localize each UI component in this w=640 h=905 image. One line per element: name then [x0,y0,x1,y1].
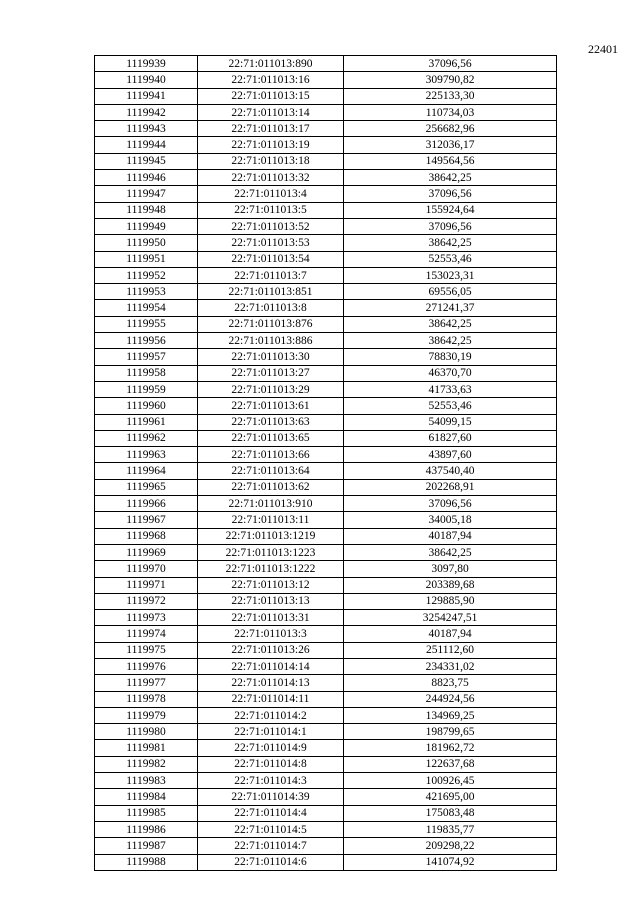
cadastral-value-cell: 37096,56 [344,186,557,202]
cadastral-value-cell: 209298,22 [344,838,557,854]
row-number-cell: 1119973 [95,610,198,626]
cadastral-value-cell: 256682,96 [344,121,557,137]
table-row [95,398,557,414]
cadastral-number-cell: 22:71:011013:64 [198,463,344,479]
cadastral-number-cell: 22:71:011013:54 [198,251,344,267]
cadastral-value-cell: 34005,18 [344,512,557,528]
row-number-cell: 1119956 [95,333,198,349]
cadastral-value-cell: 234331,02 [344,658,557,674]
cadastral-number-cell: 22:71:011013:1222 [198,561,344,577]
row-number-cell: 1119945 [95,153,198,169]
table-row [95,821,557,837]
cadastral-number-cell: 22:71:011014:13 [198,675,344,691]
row-number-cell: 1119940 [95,72,198,88]
row-number-cell: 1119952 [95,267,198,283]
cadastral-value-cell: 40187,94 [344,626,557,642]
cadastral-value-cell: 3254247,51 [344,610,557,626]
cadastral-number-cell: 22:71:011013:53 [198,235,344,251]
row-number-cell: 1119949 [95,218,198,234]
table-row [95,626,557,642]
row-number-cell: 1119970 [95,561,198,577]
cadastral-value-cell: 78830,19 [344,349,557,365]
cadastral-number-cell: 22:71:011013:31 [198,610,344,626]
cadastral-number-cell: 22:71:011013:876 [198,316,344,332]
row-number-cell: 1119954 [95,300,198,316]
table-row [95,773,557,789]
table-row [95,593,557,609]
cadastral-number-cell: 22:71:011013:19 [198,137,344,153]
row-number-cell: 1119953 [95,284,198,300]
cadastral-number-cell: 22:71:011013:52 [198,218,344,234]
row-number-cell: 1119966 [95,496,198,512]
cadastral-number-cell: 22:71:011013:16 [198,72,344,88]
cadastral-number-cell: 22:71:011014:6 [198,854,344,870]
table-row [95,235,557,251]
cadastral-number-cell: 22:71:011014:2 [198,707,344,723]
table-row [95,186,557,202]
table-row [95,561,557,577]
table-row [95,284,557,300]
cadastral-value-cell: 153023,31 [344,267,557,283]
cadastral-number-cell: 22:71:011013:61 [198,398,344,414]
row-number-cell: 1119963 [95,447,198,463]
table-row [95,414,557,430]
cadastral-value-cell: 134969,25 [344,707,557,723]
cadastral-number-cell: 22:71:011013:14 [198,104,344,120]
table-row [95,479,557,495]
cadastral-number-cell: 22:71:011013:13 [198,593,344,609]
table-body [95,56,557,871]
table-row [95,658,557,674]
table-row [95,381,557,397]
cadastral-number-cell: 22:71:011014:5 [198,821,344,837]
table-row [95,691,557,707]
row-number-cell: 1119967 [95,512,198,528]
table-row [95,707,557,723]
cadastral-number-cell: 22:71:011013:18 [198,153,344,169]
row-number-cell: 1119964 [95,463,198,479]
cadastral-value-cell: 69556,05 [344,284,557,300]
cadastral-value-cell: 141074,92 [344,854,557,870]
row-number-cell: 1119980 [95,724,198,740]
row-number-cell: 1119946 [95,170,198,186]
cadastral-number-cell: 22:71:011013:30 [198,349,344,365]
table-row [95,854,557,870]
cadastral-number-cell: 22:71:011013:65 [198,430,344,446]
row-number-cell: 1119943 [95,121,198,137]
table-row [95,137,557,153]
row-number-cell: 1119944 [95,137,198,153]
table-row [95,463,557,479]
cadastral-value-cell: 46370,70 [344,365,557,381]
row-number-cell: 1119941 [95,88,198,104]
table-row [95,316,557,332]
page-number: 22401 [588,42,618,56]
table-row [95,202,557,218]
cadastral-value-cell: 149564,56 [344,153,557,169]
cadastral-number-cell: 22:71:011014:1 [198,724,344,740]
cadastral-value-cell: 175083,48 [344,805,557,821]
cadastral-number-cell: 22:71:011013:32 [198,170,344,186]
cadastral-value-cell: 38642,25 [344,235,557,251]
row-number-cell: 1119975 [95,642,198,658]
row-number-cell: 1119955 [95,316,198,332]
table-row [95,724,557,740]
row-number-cell: 1119972 [95,593,198,609]
cadastral-number-cell: 22:71:011014:8 [198,756,344,772]
table-row [95,447,557,463]
table-row [95,642,557,658]
cadastral-number-cell: 22:71:011013:1219 [198,528,344,544]
cadastral-value-cell: 202268,91 [344,479,557,495]
table-row [95,88,557,104]
row-number-cell: 1119986 [95,821,198,837]
cadastral-number-cell: 22:71:011013:5 [198,202,344,218]
cadastral-value-cell: 271241,37 [344,300,557,316]
cadastral-value-cell: 198799,65 [344,724,557,740]
cadastral-value-cell: 52553,46 [344,251,557,267]
table-row [95,805,557,821]
cadastral-value-cell: 155924,64 [344,202,557,218]
cadastral-value-cell: 43897,60 [344,447,557,463]
cadastral-number-cell: 22:71:011013:7 [198,267,344,283]
cadastral-value-cell: 437540,40 [344,463,557,479]
cadastral-value-cell: 251112,60 [344,642,557,658]
row-number-cell: 1119950 [95,235,198,251]
table-row [95,756,557,772]
cadastral-number-cell: 22:71:011013:27 [198,365,344,381]
cadastral-value-cell: 244924,56 [344,691,557,707]
cadastral-value-cell: 421695,00 [344,789,557,805]
table-row [95,267,557,283]
table-row [95,577,557,593]
cadastral-value-cell: 129885,90 [344,593,557,609]
cadastral-value-cell: 38642,25 [344,333,557,349]
row-number-cell: 1119984 [95,789,198,805]
cadastral-number-cell: 22:71:011014:14 [198,658,344,674]
table-row [95,72,557,88]
row-number-cell: 1119979 [95,707,198,723]
table-row [95,251,557,267]
row-number-cell: 1119987 [95,838,198,854]
table-row [95,349,557,365]
cadastral-value-cell: 38642,25 [344,170,557,186]
table-row [95,610,557,626]
row-number-cell: 1119974 [95,626,198,642]
cadastral-number-cell: 22:71:011014:7 [198,838,344,854]
row-number-cell: 1119977 [95,675,198,691]
row-number-cell: 1119968 [95,528,198,544]
table-row [95,365,557,381]
cadastral-value-cell: 52553,46 [344,398,557,414]
row-number-cell: 1119958 [95,365,198,381]
table-row [95,838,557,854]
table-row [95,496,557,512]
table-row [95,528,557,544]
cadastral-number-cell: 22:71:011014:3 [198,773,344,789]
table-row [95,300,557,316]
table-row [95,430,557,446]
cadastral-number-cell: 22:71:011013:910 [198,496,344,512]
row-number-cell: 1119978 [95,691,198,707]
table-row [95,740,557,756]
cadastral-value-cell: 38642,25 [344,316,557,332]
row-number-cell: 1119942 [95,104,198,120]
cadastral-number-cell: 22:71:011013:66 [198,447,344,463]
cadastral-value-cell: 54099,15 [344,414,557,430]
row-number-cell: 1119976 [95,658,198,674]
cadastral-value-cell: 110734,03 [344,104,557,120]
cadastral-value-cell: 37096,56 [344,496,557,512]
cadastral-number-cell: 22:71:011013:17 [198,121,344,137]
table-row [95,544,557,560]
row-number-cell: 1119960 [95,398,198,414]
cadastral-value-cell: 40187,94 [344,528,557,544]
cadastral-number-cell: 22:71:011013:1223 [198,544,344,560]
cadastral-number-cell: 22:71:011013:26 [198,642,344,658]
row-number-cell: 1119959 [95,381,198,397]
cadastral-number-cell: 22:71:011013:8 [198,300,344,316]
cadastral-value-cell: 37096,56 [344,56,557,72]
table-row [95,121,557,137]
row-number-cell: 1119948 [95,202,198,218]
table-row [95,333,557,349]
cadastral-value-cell: 38642,25 [344,544,557,560]
cadastral-number-cell: 22:71:011013:15 [198,88,344,104]
row-number-cell: 1119988 [95,854,198,870]
cadastral-value-cell: 122637,68 [344,756,557,772]
table-row [95,153,557,169]
cadastral-value-cell: 309790,82 [344,72,557,88]
table-row [95,104,557,120]
cadastral-number-cell: 22:71:011014:9 [198,740,344,756]
cadastral-value-cell: 203389,68 [344,577,557,593]
row-number-cell: 1119951 [95,251,198,267]
cadastral-number-cell: 22:71:011014:39 [198,789,344,805]
table-row [95,218,557,234]
row-number-cell: 1119939 [95,56,198,72]
cadastral-number-cell: 22:71:011014:4 [198,805,344,821]
cadastral-value-cell: 37096,56 [344,218,557,234]
cadastral-number-cell: 22:71:011013:12 [198,577,344,593]
cadastral-value-cell: 41733,63 [344,381,557,397]
cadastral-value-cell: 100926,45 [344,773,557,789]
row-number-cell: 1119961 [95,414,198,430]
cadastral-number-cell: 22:71:011014:11 [198,691,344,707]
cadastral-number-cell: 22:71:011013:3 [198,626,344,642]
table-row [95,56,557,72]
cadastral-number-cell: 22:71:011013:886 [198,333,344,349]
cadastral-value-cell: 119835,77 [344,821,557,837]
cadastral-value-cell: 3097,80 [344,561,557,577]
cadastral-value-cell: 181962,72 [344,740,557,756]
table-row [95,789,557,805]
cadastral-number-cell: 22:71:011013:890 [198,56,344,72]
row-number-cell: 1119981 [95,740,198,756]
row-number-cell: 1119971 [95,577,198,593]
cadastral-value-cell: 225133,30 [344,88,557,104]
row-number-cell: 1119982 [95,756,198,772]
row-number-cell: 1119965 [95,479,198,495]
row-number-cell: 1119969 [95,544,198,560]
row-number-cell: 1119962 [95,430,198,446]
row-number-cell: 1119985 [95,805,198,821]
row-number-cell: 1119957 [95,349,198,365]
cadastral-number-cell: 22:71:011013:4 [198,186,344,202]
cadastral-value-cell: 61827,60 [344,430,557,446]
cadastral-value-table [94,55,557,871]
table-row [95,512,557,528]
table-row [95,675,557,691]
cadastral-value-cell: 8823,75 [344,675,557,691]
cadastral-number-cell: 22:71:011013:11 [198,512,344,528]
cadastral-value-cell: 312036,17 [344,137,557,153]
table-row [95,170,557,186]
row-number-cell: 1119983 [95,773,198,789]
cadastral-number-cell: 22:71:011013:29 [198,381,344,397]
cadastral-number-cell: 22:71:011013:62 [198,479,344,495]
cadastral-number-cell: 22:71:011013:63 [198,414,344,430]
row-number-cell: 1119947 [95,186,198,202]
cadastral-number-cell: 22:71:011013:851 [198,284,344,300]
